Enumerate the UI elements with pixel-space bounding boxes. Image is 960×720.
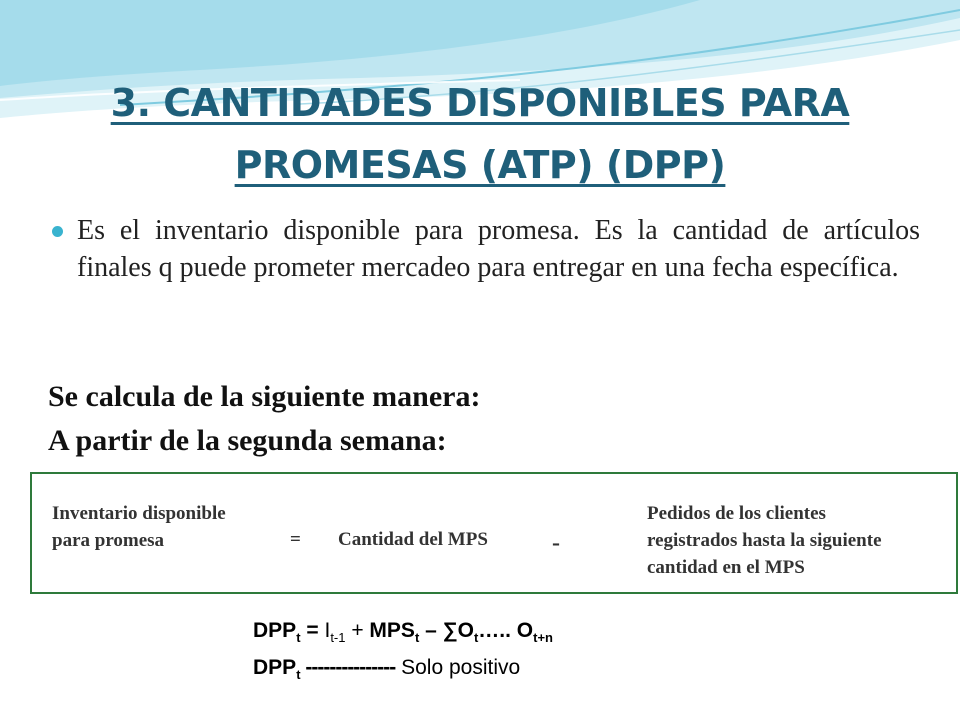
- formula-left-line-1: Inventario disponible: [52, 503, 226, 524]
- formula-right-line-3: cantidad en el MPS: [647, 557, 805, 578]
- title-line-2: PROMESAS (ATP) (DPP): [234, 143, 726, 187]
- formula-equals: =: [290, 529, 301, 550]
- slide-title: [40, 72, 920, 196]
- subheading-from: A partir de la segunda semana:: [48, 424, 447, 457]
- formula-right-line-1: Pedidos de los clientes: [647, 503, 826, 524]
- formula-right-line-2: registrados hasta la siguiente: [647, 530, 882, 551]
- title-line-1: 3. CANTIDADES DISPONIBLES PARA: [110, 81, 850, 125]
- bullet-paragraph: Es el inventario disponible para promesa. Es la cantidad de artículos finales q puede prometer mercadeo para entregar en una fecha específica.: [77, 215, 920, 283]
- equation-line-2: $DPP_t$ --------------- Solo positivo: [253, 656, 521, 682]
- equation-block: [253, 616, 553, 690]
- formula-left-line-2: para promesa: [52, 530, 165, 551]
- equation-line-1: $DPP_t = I_{t-1} + MPS_t$ – $\sum O_t\dots$.. $O_{t+n}$: [253, 619, 553, 645]
- formula-box: [30, 472, 958, 594]
- formula-minus: -: [552, 530, 560, 556]
- bullet-dot-icon: [52, 226, 63, 237]
- subheading-calc: Se calcula de la siguiente manera:: [48, 380, 481, 413]
- formula-middle: Cantidad del MPS: [338, 529, 488, 550]
